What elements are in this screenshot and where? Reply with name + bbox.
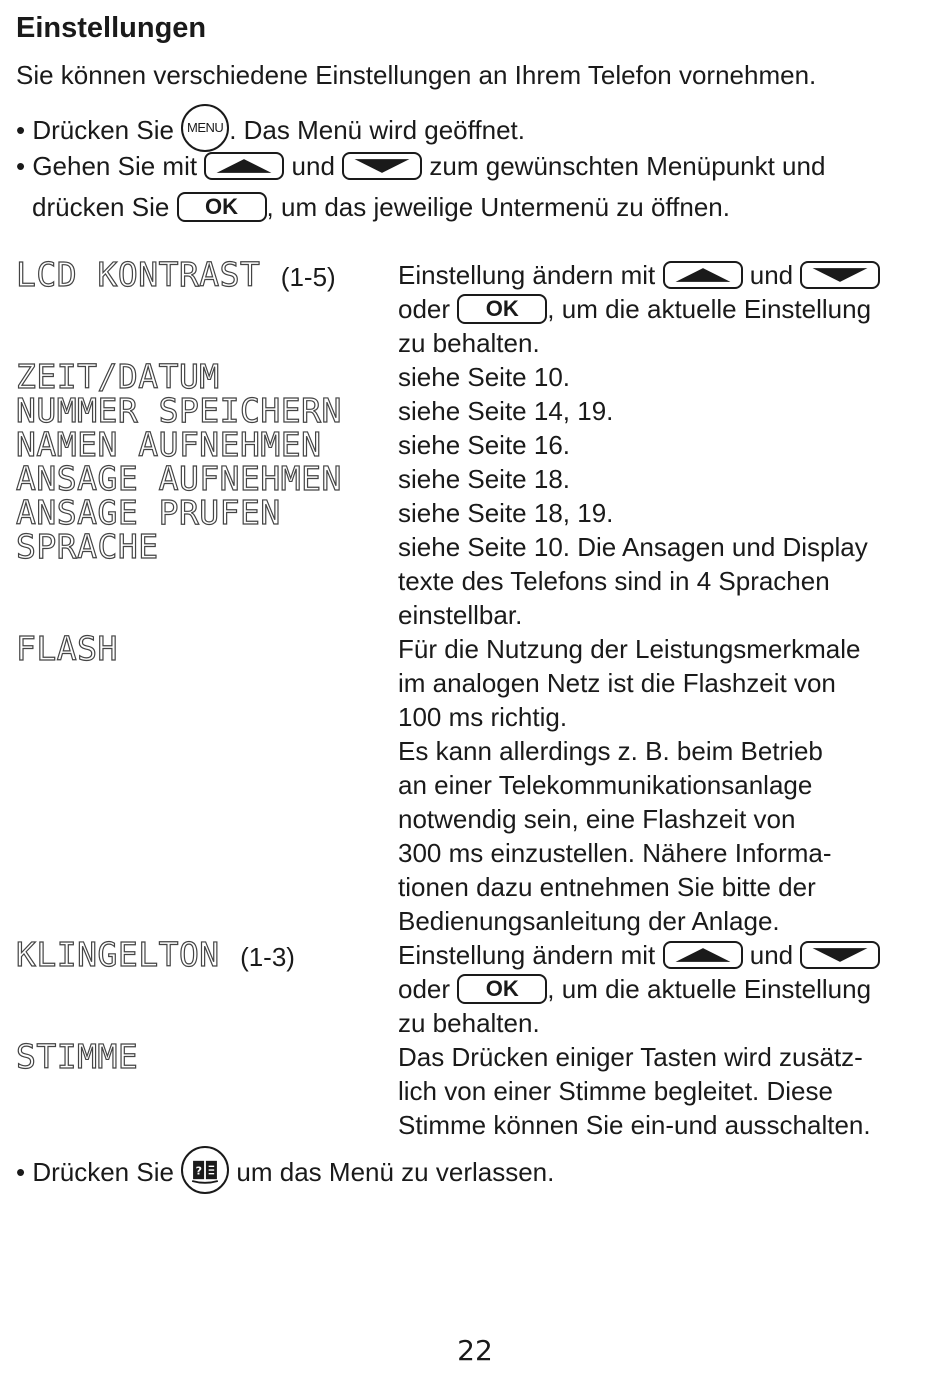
lcd-label bbox=[16, 629, 118, 668]
lcd-text: NUMMER SPEICHERN bbox=[16, 391, 342, 430]
desc-line: an einer Telekommunikationsanlage bbox=[398, 770, 813, 800]
step-navigate-press: drücken Sie bbox=[32, 192, 170, 222]
adjust-line-3: zu behalten. bbox=[398, 328, 540, 359]
lcd-label bbox=[16, 935, 295, 974]
down-key-icon bbox=[800, 261, 880, 289]
lcd-label bbox=[16, 1037, 139, 1076]
up-key-icon bbox=[204, 152, 284, 180]
adjust-description bbox=[398, 938, 938, 1040]
entry-description: siehe Seite 18, 19. bbox=[398, 498, 614, 528]
step-open-menu-prefix: • Drücken Sie bbox=[16, 114, 174, 145]
entry-description bbox=[398, 632, 938, 938]
lcd-label bbox=[16, 357, 220, 396]
step-open-menu-suffix: . Das Menü wird geöffnet. bbox=[229, 114, 525, 145]
desc-line: 100 ms richtig. bbox=[398, 702, 568, 732]
desc-line: 300 ms einzustellen. Nähere Informa- bbox=[398, 838, 832, 868]
step-exit-menu bbox=[16, 1150, 554, 1198]
lcd-text: ANSAGE AUFNEHMEN bbox=[16, 459, 342, 498]
range-text: (1-5) bbox=[280, 262, 336, 292]
up-key-icon bbox=[663, 941, 743, 969]
lcd-text: NAMEN AUFNEHMEN bbox=[16, 425, 322, 464]
lcd-label bbox=[16, 391, 342, 430]
adjust-or: oder bbox=[398, 294, 451, 324]
step-exit-suffix: um das Menü zu verlassen. bbox=[236, 1156, 555, 1187]
step-navigate-and: und bbox=[291, 151, 335, 181]
step-navigate-prefix: • Gehen Sie mit bbox=[16, 151, 198, 181]
lcd-text: STIMME bbox=[16, 1037, 139, 1076]
entry-description bbox=[398, 530, 938, 632]
svg-text:?: ? bbox=[195, 1164, 202, 1178]
down-key-icon bbox=[800, 941, 880, 969]
desc-line: lich von einer Stimme begleitet. Diese bbox=[398, 1076, 833, 1106]
lcd-label bbox=[16, 255, 336, 294]
adjust-keep: , um die aktuelle Einstellung bbox=[547, 294, 872, 324]
desc-line: texte des Telefons sind in 4 Sprachen bbox=[398, 566, 830, 596]
lcd-label bbox=[16, 527, 159, 566]
desc-line: einstellbar. bbox=[398, 600, 523, 630]
adjust-line-2 bbox=[398, 972, 938, 1006]
adjust-and: und bbox=[749, 260, 794, 290]
adjust-pre: Einstellung ändern mit bbox=[398, 940, 656, 970]
phonebook-key-icon bbox=[181, 1146, 229, 1194]
desc-line: tionen dazu entnehmen Sie bitte der bbox=[398, 872, 816, 902]
entry-description: siehe Seite 16. bbox=[398, 430, 571, 460]
adjust-line-1 bbox=[398, 258, 938, 292]
adjust-keep: , um die aktuelle Einstellung bbox=[547, 974, 872, 1004]
desc-line: Das Drücken einiger Tasten wird zusätz- bbox=[398, 1042, 863, 1072]
adjust-description bbox=[398, 258, 938, 360]
entry-description bbox=[398, 1040, 938, 1142]
desc-line: im analogen Netz ist die Flashzeit von bbox=[398, 668, 836, 698]
desc-line: siehe Seite 10. Die Ansagen und Display bbox=[398, 532, 868, 562]
adjust-line-2 bbox=[398, 292, 938, 326]
lcd-text: ANSAGE PRUFEN bbox=[16, 493, 281, 532]
desc-line: notwendig sein, eine Flashzeit von bbox=[398, 804, 796, 834]
menu-key-icon bbox=[181, 104, 229, 152]
adjust-line-1 bbox=[398, 938, 938, 972]
step-exit-prefix: • Drücken Sie bbox=[16, 1156, 174, 1187]
menu-key-label: MENU bbox=[187, 120, 224, 135]
adjust-and: und bbox=[749, 940, 794, 970]
adjust-or: oder bbox=[398, 974, 451, 1004]
step-navigate bbox=[16, 149, 825, 183]
lcd-text: LCD KONTRAST bbox=[16, 255, 261, 294]
ok-key-icon: OK bbox=[177, 192, 267, 222]
ok-key-icon: OK bbox=[457, 974, 547, 1004]
lcd-text: KLINGELTON bbox=[16, 935, 220, 974]
entry-description: siehe Seite 14, 19. bbox=[398, 396, 614, 426]
desc-line: Für die Nutzung der Leistungsmerkmale bbox=[398, 634, 861, 664]
up-key-icon bbox=[663, 261, 743, 289]
entry-description: siehe Seite 10. bbox=[398, 362, 571, 392]
ok-key-icon: OK bbox=[457, 294, 547, 324]
step-navigate-open: , um das jeweilige Untermenü zu öffnen. bbox=[266, 192, 730, 222]
lcd-label bbox=[16, 459, 342, 498]
step-navigate-suffix: zum gewünschten Menüpunkt und bbox=[429, 151, 826, 181]
desc-line: Bedienungsanleitung der Anlage. bbox=[398, 906, 780, 936]
lcd-text: FLASH bbox=[16, 629, 118, 668]
down-key-icon bbox=[342, 152, 422, 180]
page-title: Einstellungen bbox=[16, 12, 207, 44]
step-navigate-line2 bbox=[32, 190, 730, 224]
lcd-text: ZEIT/DATUM bbox=[16, 357, 220, 396]
intro-text: Sie können verschiedene Einstellungen an Ihrem Telefon vornehmen. bbox=[16, 60, 817, 90]
adjust-line-3: zu behalten. bbox=[398, 1008, 540, 1039]
lcd-label bbox=[16, 425, 322, 464]
entry-description: siehe Seite 18. bbox=[398, 464, 571, 494]
lcd-label bbox=[16, 493, 281, 532]
adjust-pre: Einstellung ändern mit bbox=[398, 260, 656, 290]
desc-line: Stimme können Sie ein-und ausschalten. bbox=[398, 1110, 871, 1140]
page-number: 22 bbox=[457, 1334, 493, 1367]
desc-line: Es kann allerdings z. B. beim Betrieb bbox=[398, 736, 823, 766]
lcd-text: SPRACHE bbox=[16, 527, 159, 566]
range-text: (1-3) bbox=[240, 942, 295, 972]
